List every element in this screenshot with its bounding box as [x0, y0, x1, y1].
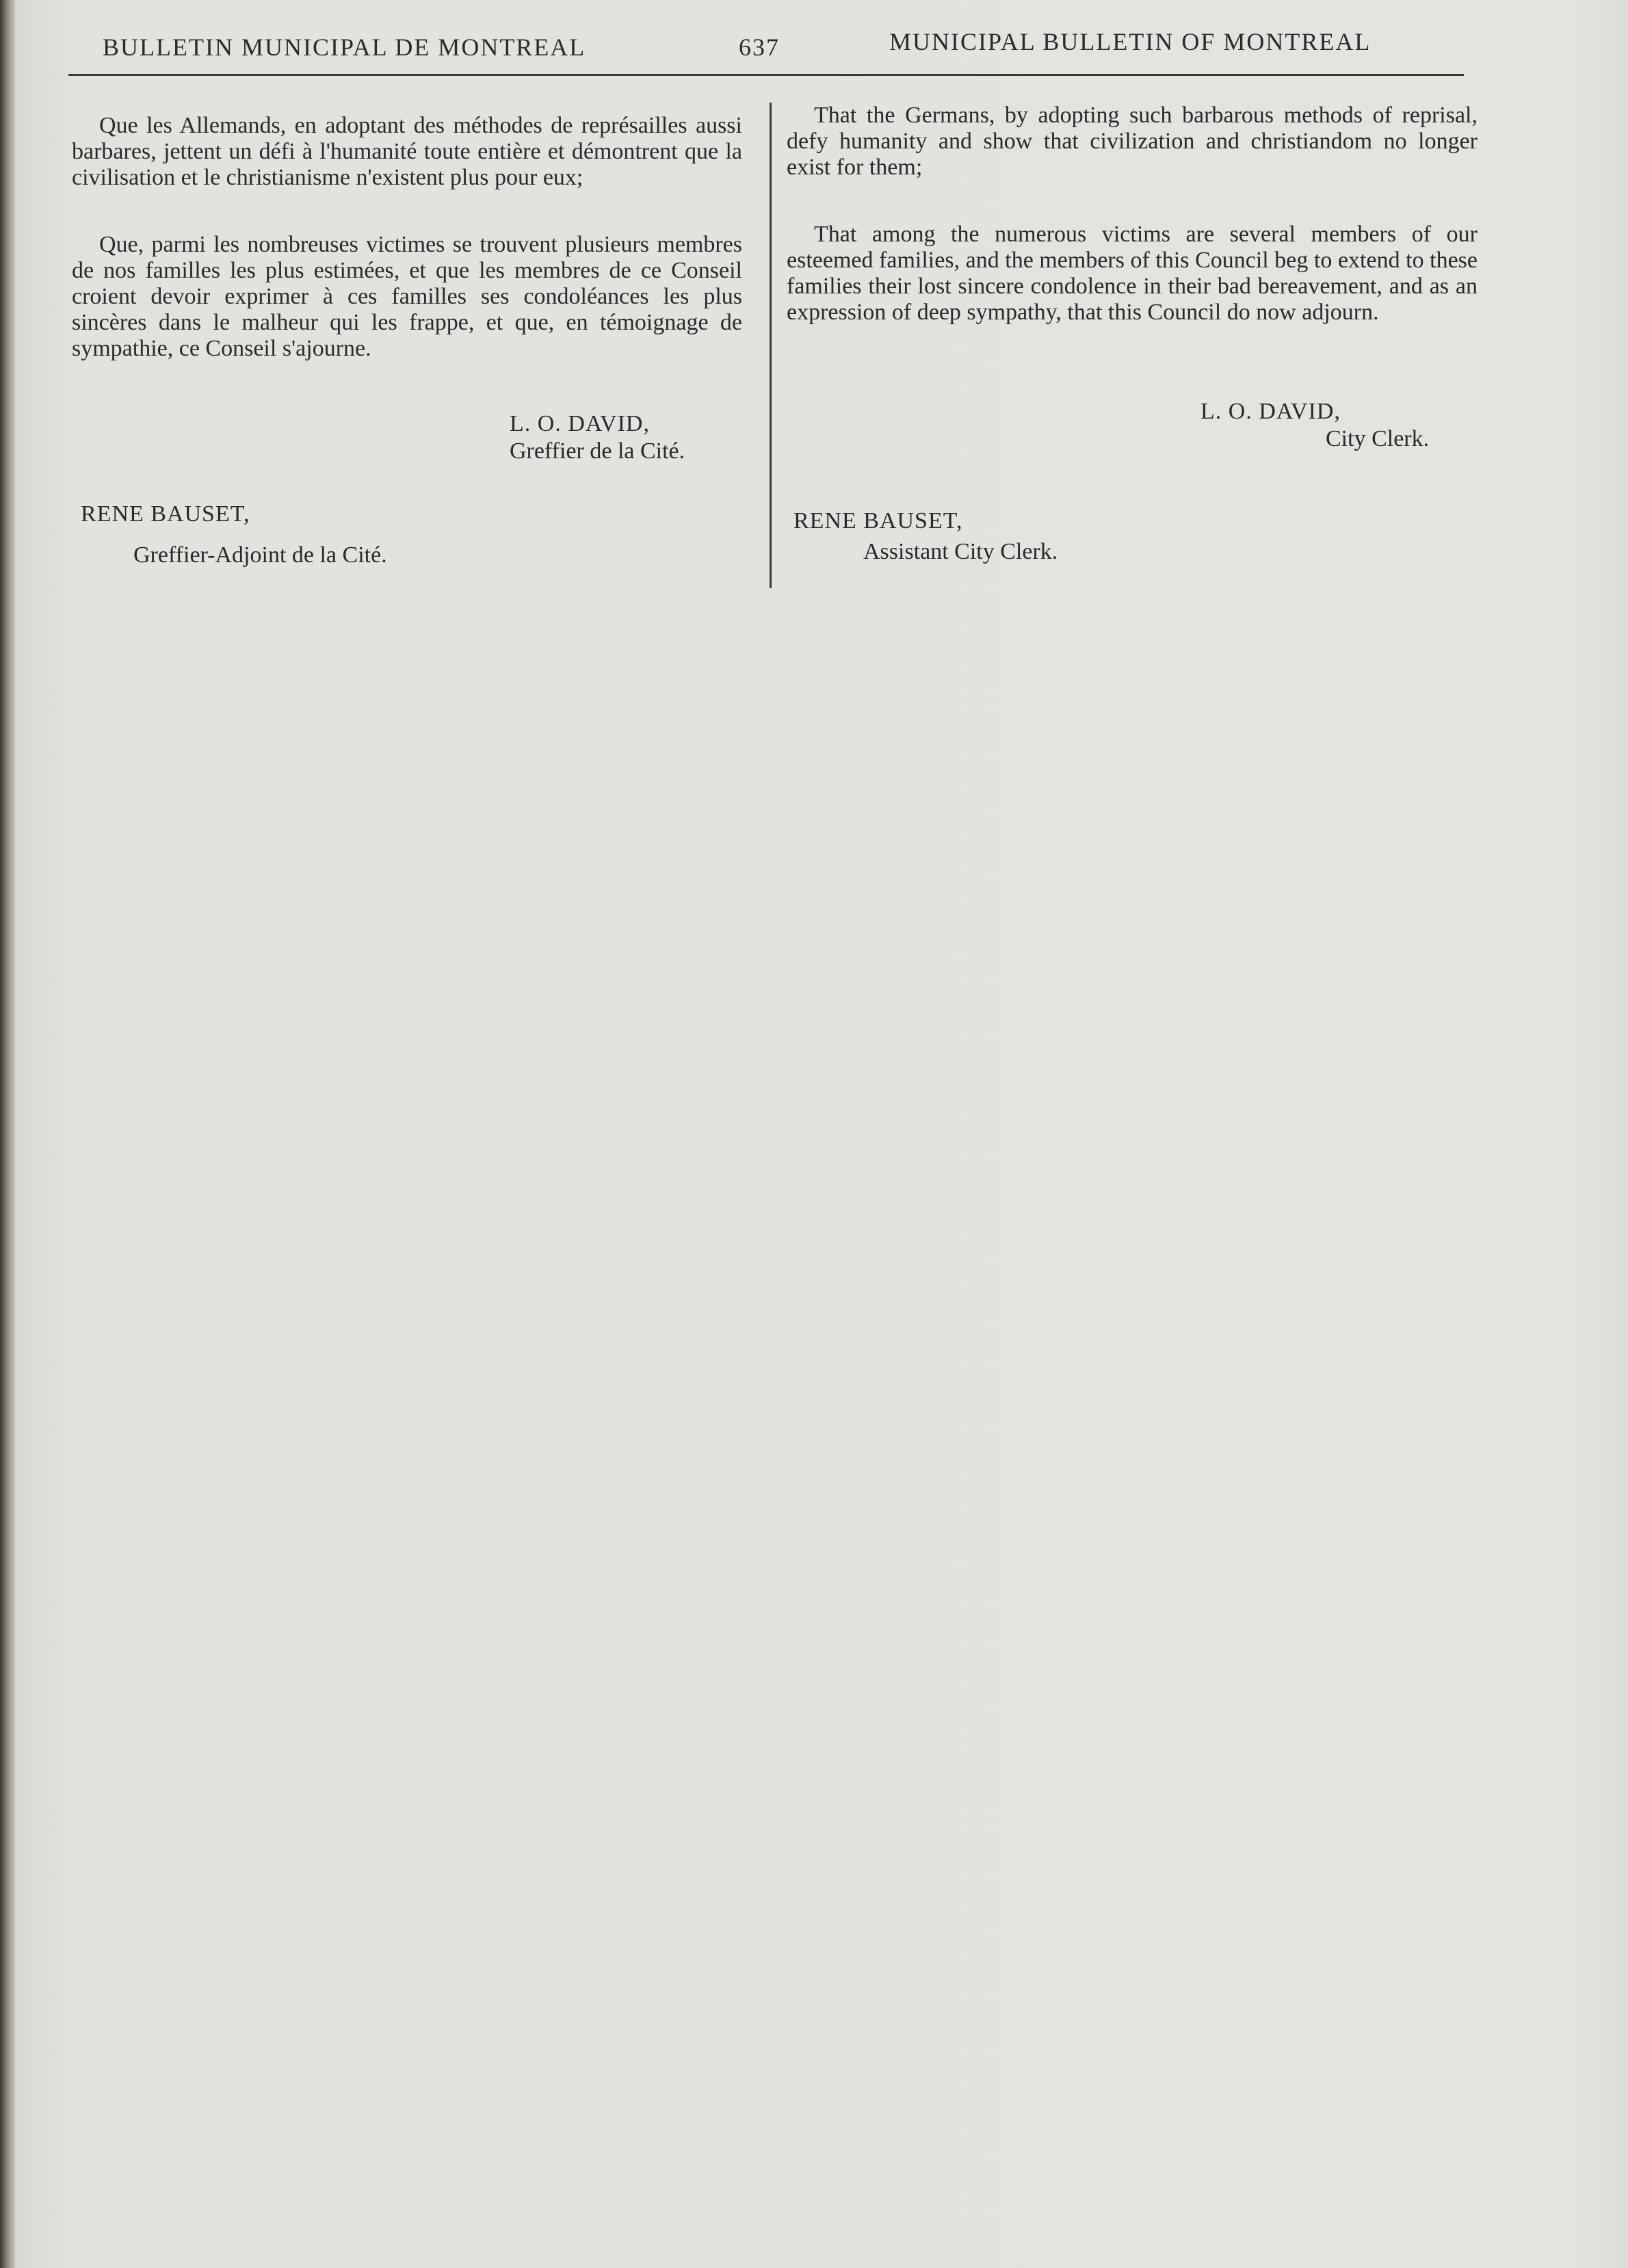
french-assistant-title: Greffier-Adjoint de la Cité.	[133, 542, 387, 568]
french-assistant-name: RENE BAUSET,	[81, 501, 250, 527]
french-paragraph-2: Que, parmi les nombreuses victimes se trouvent plusieurs membres de nos familles les plus estimées, et que les membres de ce Conseil croient devoir exprimer à ces familles ses condoléances les plus sincères dans le malheur qui les frappe, et que, en témoignage de sympathie, ce Conseil s'ajourne.	[72, 232, 742, 361]
english-paragraph-2: That among the numerous victims are several members of our esteemed families, and the members of this Council beg to extend to these families their lost sincere condolence in their bad bereavement, and as an expression of deep sympathy, that this Council do now adjourn.	[787, 222, 1478, 325]
english-signature-name: L. O. DAVID,	[1200, 399, 1341, 424]
english-paragraph-1: That the Germans, by adopting such barbarous methods of reprisal, defy humanity and show that civilization and christiandom no longer exist for them;	[787, 103, 1478, 180]
page-binding-edge	[0, 0, 15, 2268]
running-head-french: BULLETIN MUNICIPAL DE MONTREAL	[103, 34, 586, 61]
page-number: 637	[739, 34, 780, 61]
running-head-english: MUNICIPAL BULLETIN OF MONTREAL	[889, 28, 1371, 55]
english-assistant-title: Assistant City Clerk.	[863, 539, 1058, 564]
english-column	[787, 103, 1478, 326]
english-signature-title: City Clerk.	[1326, 426, 1430, 451]
column-divider	[770, 103, 772, 588]
french-column	[72, 113, 742, 362]
french-signature-title: Greffier de la Cité.	[510, 438, 685, 464]
french-signature-name: L. O. DAVID,	[510, 411, 650, 436]
french-paragraph-1: Que les Allemands, en adoptant des méthodes de représailles aussi barbares, jettent un défi à l'humanité toute entière et démontrent que la civilisation et le christianisme n'existent plus pour eux;	[72, 113, 742, 190]
english-assistant-name: RENE BAUSET,	[793, 508, 963, 533]
header-rule	[68, 74, 1464, 76]
